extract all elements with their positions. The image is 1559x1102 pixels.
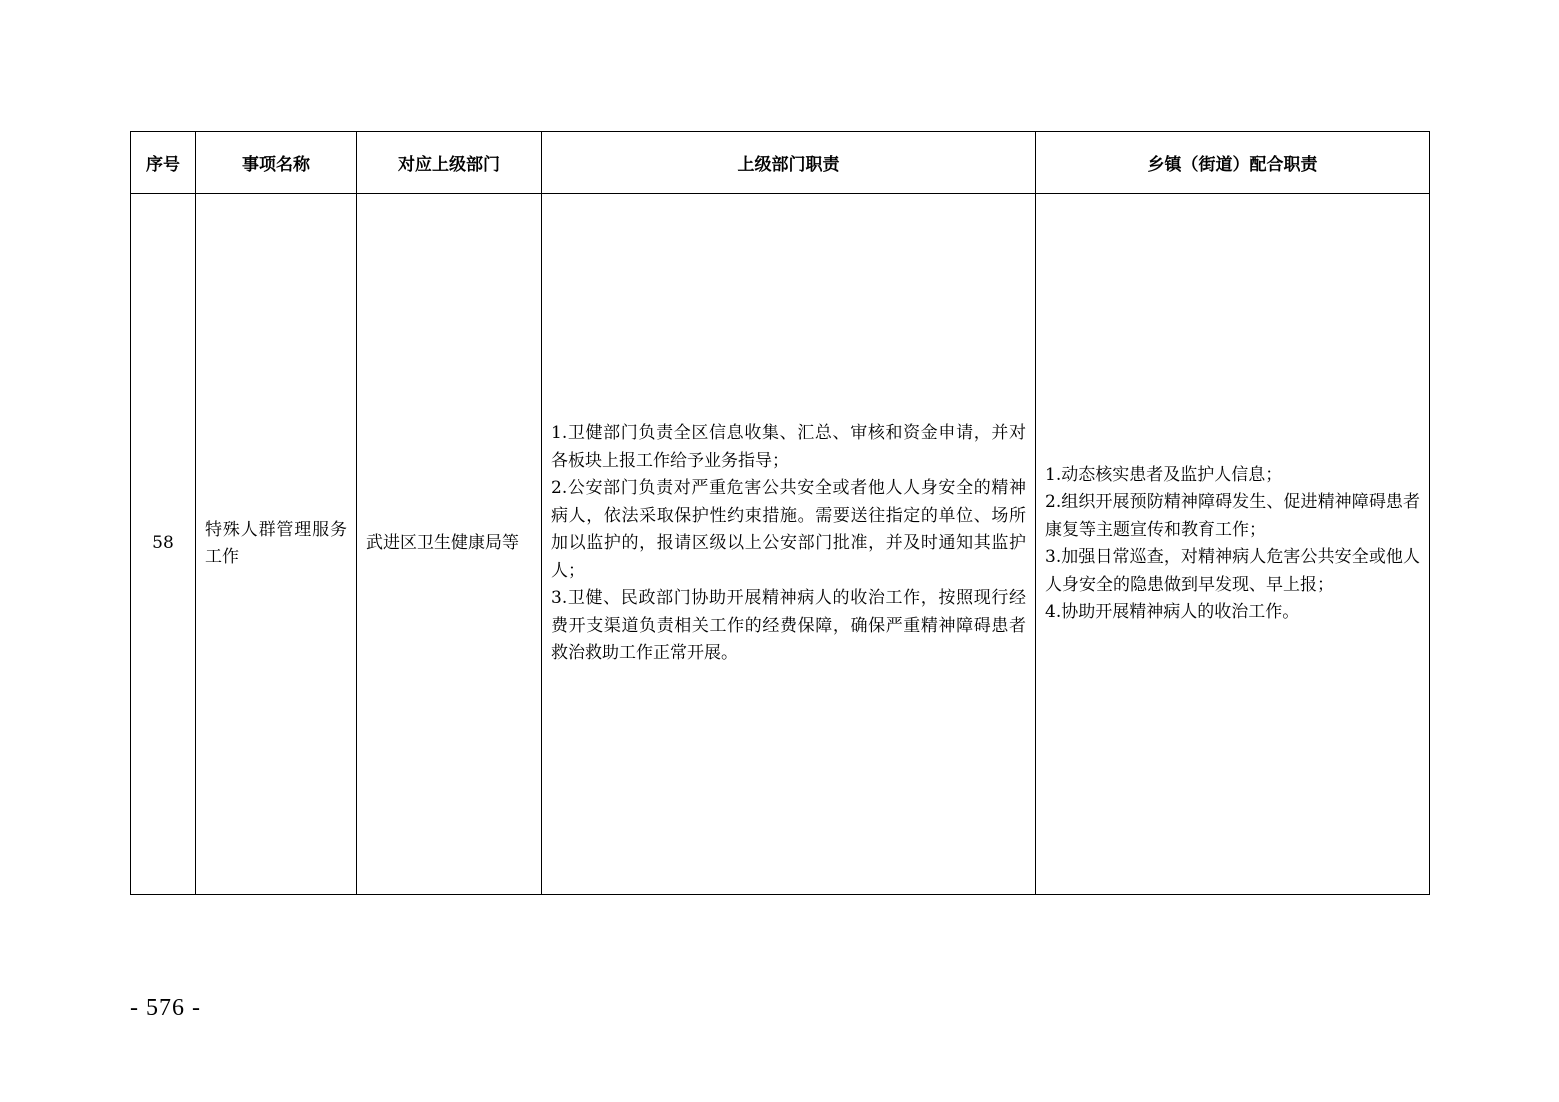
township-duty-item: 2.组织开展预防精神障碍发生、促进精神障碍患者康复等主题宣传和教育工作；: [1045, 492, 1420, 540]
superior-duty-item: 1.卫健部门负责全区信息收集、汇总、审核和资金申请，并对各板块上报工作给予业务指导；: [551, 423, 1026, 471]
cell-superior-duties: [542, 194, 1036, 895]
table-row: [131, 194, 1430, 895]
page-number: - 576 -: [130, 995, 201, 1021]
header-item-name: 事项名称: [196, 132, 357, 194]
township-duty-item: 4.协助开展精神病人的收治工作。: [1045, 602, 1300, 622]
header-seq: 序号: [131, 132, 196, 194]
header-superior-department: 对应上级部门: [357, 132, 542, 194]
cell-seq: 58: [131, 194, 196, 895]
superior-duty-item: 3.卫健、民政部门协助开展精神病人的收治工作，按照现行经费开支渠道负责相关工作的经费保障，确保严重精神障碍患者救治救助工作正常开展。: [551, 588, 1026, 664]
duty-table: [130, 131, 1430, 895]
table-header-row: [131, 132, 1430, 194]
cell-superior-department: 武进区卫生健康局等: [357, 194, 542, 895]
township-duty-item: 1.动态核实患者及监护人信息；: [1045, 464, 1283, 485]
header-township-duties: 乡镇（街道）配合职责: [1036, 132, 1430, 194]
cell-item-name: 特殊人群管理服务工作: [196, 194, 357, 895]
cell-township-duties: [1036, 194, 1430, 895]
superior-duty-item: 2.公安部门负责对严重危害公共安全或者他人人身安全的精神病人，依法采取保护性约束措施。需要送往指定的单位、场所加以监护的，报请区级以上公安部门批准，并及时通知其监护人；: [551, 478, 1026, 581]
header-superior-duties: 上级部门职责: [542, 132, 1036, 194]
township-duty-item: 3.加强日常巡查，对精神病人危害公共安全或他人人身安全的隐患做到早发现、早上报；: [1045, 547, 1420, 595]
